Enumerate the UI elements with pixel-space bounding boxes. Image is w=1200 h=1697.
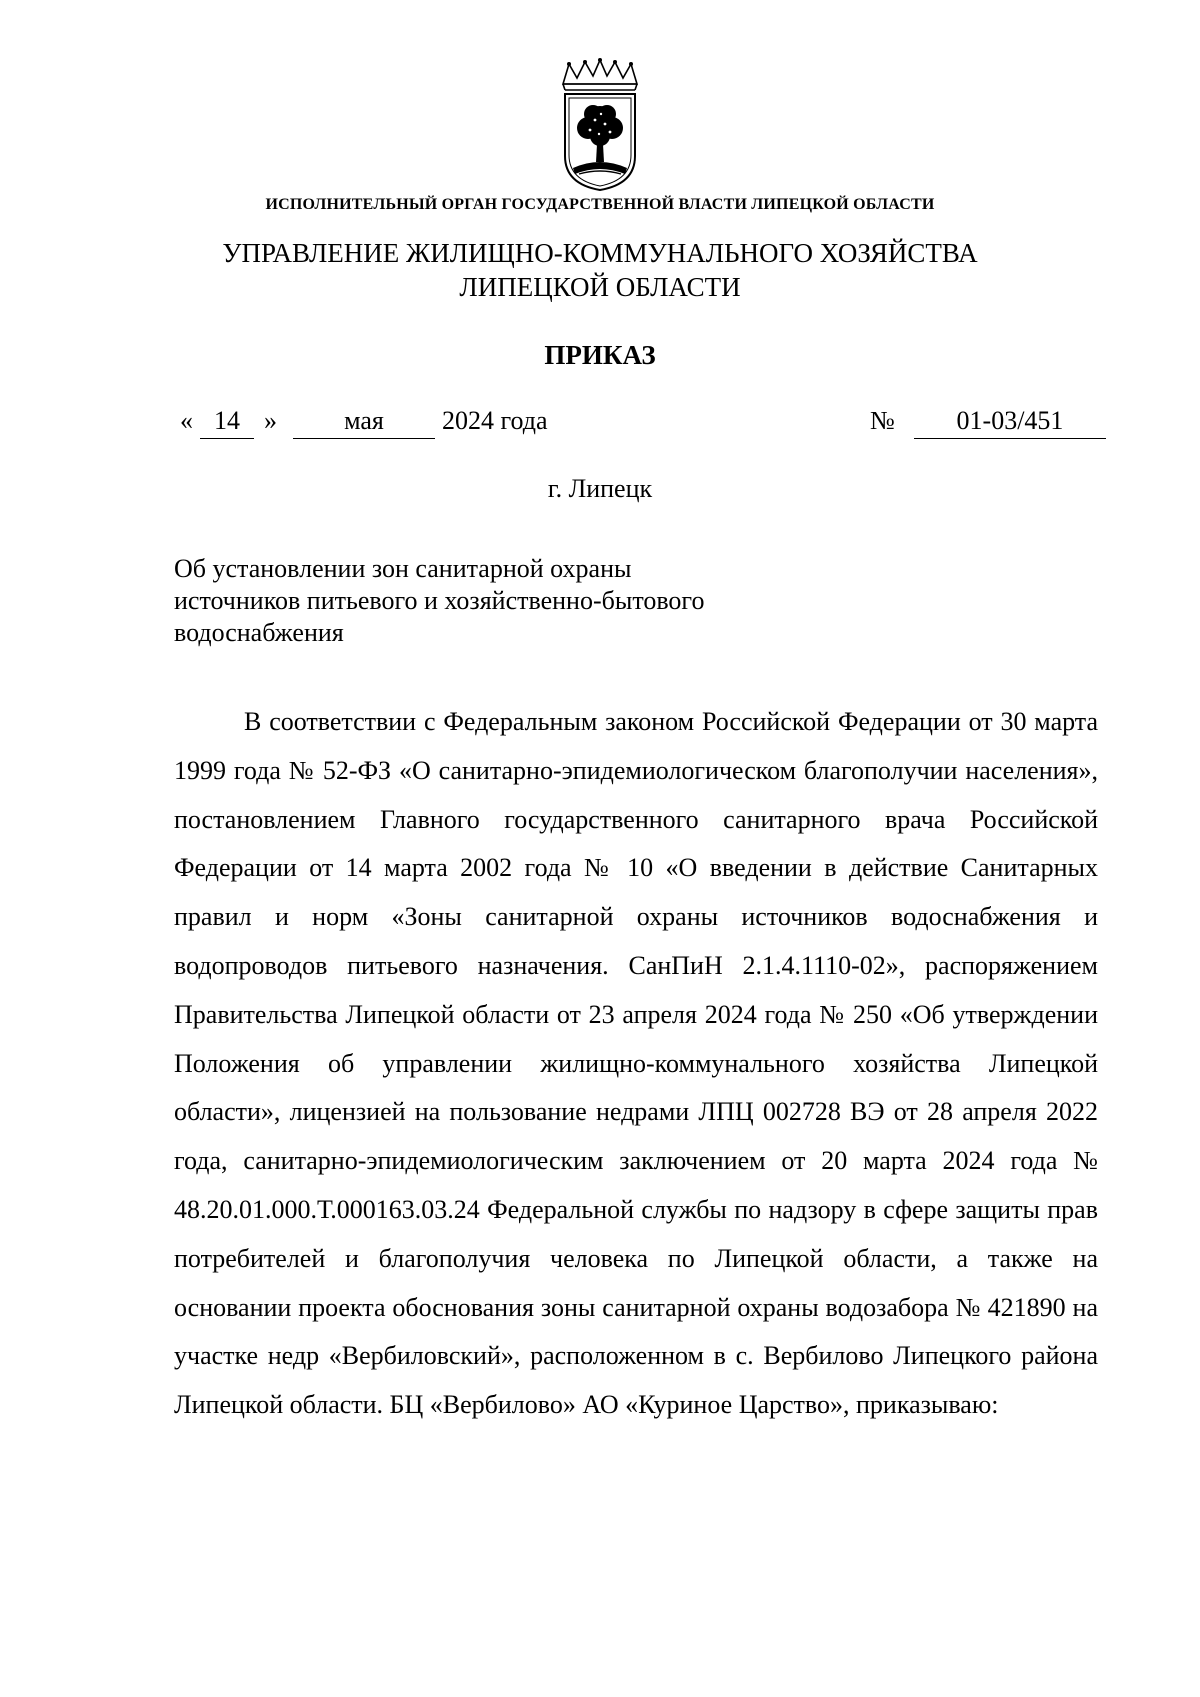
date-year: 2024 года (442, 406, 548, 435)
date-open-quote: « (180, 406, 193, 435)
date-month: мая (293, 406, 435, 439)
department-name-line: УПРАВЛЕНИЕ ЖИЛИЩНО-КОММУНАЛЬНОГО ХОЗЯЙСТВА (222, 238, 978, 268)
date-close-quote: » (264, 406, 277, 435)
department-name-line: ЛИПЕЦКОЙ ОБЛАСТИ (459, 272, 741, 302)
subject-line: источников питьевого и хозяйственно-бытового (174, 586, 705, 615)
subject-line: Об установлении зон санитарной охраны (174, 554, 632, 583)
document-type-title: ПРИКАЗ (544, 340, 656, 370)
number-sign: № (870, 406, 895, 435)
document-number: 01-03/451 (914, 406, 1106, 439)
coat-of-arms-icon (555, 56, 645, 192)
date-number-line (180, 406, 1120, 440)
city: г. Липецк (547, 474, 653, 503)
subject-line: водоснабжения (174, 618, 344, 647)
date-day: 14 (200, 406, 254, 439)
document-subject (174, 553, 794, 649)
department-name (0, 236, 1200, 304)
issuing-authority: ИСПОЛНИТЕЛЬНЫЙ ОРГАН ГОСУДАРСТВЕННОЙ ВЛАСТИ ЛИПЕЦКОЙ ОБЛАСТИ (265, 196, 935, 213)
body-paragraph: В соответствии с Федеральным законом Российской Федерации от 30 марта 1999 года № 52-ФЗ «О санитарно-эпидемиологическом благополучии населения», постановлением Главного государственного санитарного врача Российской Федерации от 14 марта 2002 года № 10 «О введении в действие Санитарных правил и норм «Зоны санитарной охраны источников водоснабжения и водопроводов питьевого назначения. СанПиН 2.1.4.1110-02», распоряжением Правительства Липецкой области от 23 апреля 2024 года № 250 «Об утверждении Положения об управлении жилищно-коммунального хозяйства Липецкой области», лицензией на пользование недрами ЛПЦ 002728 ВЭ от 28 апреля 2022 года, санитарно-эпидемиологическим заключением от 20 марта 2024 года № 48.20.01.000.Т.000163.03.24 Федеральной службы по надзору в сфере защиты прав потребителей и благополучия человека по Липецкой области, а также на основании проекта обоснования зоны санитарной охраны водозабора № 421890 на участке недр «Вербиловский», расположенном в с. Вербилово Липецкого района Липецкой области. БЦ «Вербилово» АО «Куриное Царство», приказываю: (174, 707, 1098, 1420)
